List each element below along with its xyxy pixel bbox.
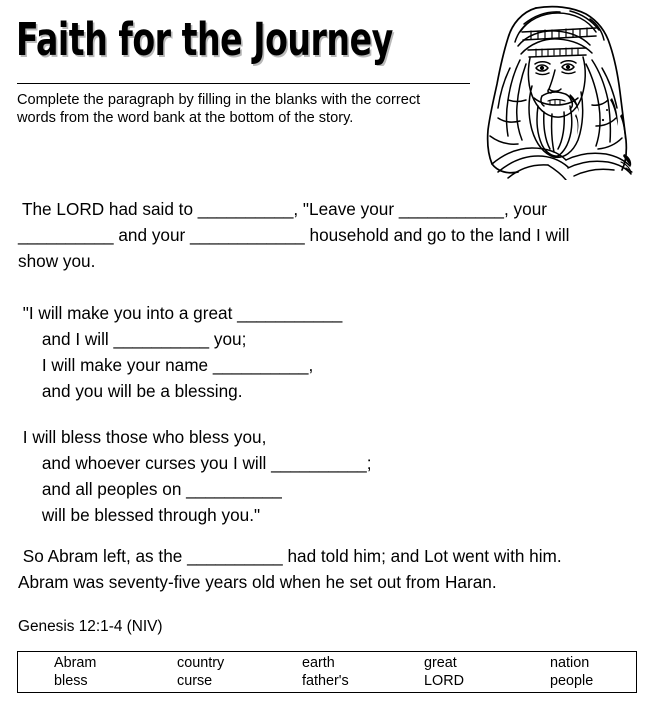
word-bank-word[interactable]: bless [54,673,88,689]
word-bank-word[interactable]: father's [302,673,349,689]
story-line: show you. [18,251,96,271]
instructions-line: words from the word bank at the bottom of the story. [17,109,354,126]
scripture-citation: Genesis 12:1-4 (NIV) [18,618,163,635]
story-line: and I will __________ you; [18,329,247,349]
story-line: So Abram left, as the __________ had told him; and Lot went with him. [18,546,562,566]
story-line: Abram was seventy-five years old when he set out from Haran. [18,572,497,592]
page-title: Faith for the Journey [16,13,393,66]
word-bank-word[interactable]: Abram [54,655,97,671]
story-line: and you will be a blessing. [18,381,243,401]
story-line: I will bless those who bless you, [18,427,267,447]
word-bank-word[interactable]: country [177,655,225,671]
story-line: and whoever curses you I will __________; [18,453,372,473]
word-bank-word[interactable]: curse [177,673,213,689]
word-bank-column [54,654,96,690]
word-bank-box [17,651,637,693]
word-bank-word[interactable]: LORD [424,673,464,689]
word-bank-word[interactable]: earth [302,655,335,671]
stanza-two [18,424,638,528]
story-line: and all peoples on __________ [18,479,282,499]
title-divider [17,83,470,84]
word-bank-column [302,654,349,690]
word-bank-word[interactable]: people [550,673,594,689]
story-line: "I will make you into a great ___________ [18,303,343,323]
paragraph-intro [18,196,638,274]
story-line: will be blessed through you." [18,505,261,525]
word-bank-grid [18,652,636,692]
story-line: __________ and your ____________ household and go to the land I will [18,225,570,245]
word-bank-word[interactable]: nation [550,655,590,671]
paragraph-close [18,543,638,595]
story-line: The LORD had said to __________, "Leave your ___________, your [22,199,547,219]
instructions-line: Complete the paragraph by filling in the blanks with the correct [17,92,421,108]
word-bank-word[interactable]: great [424,655,457,671]
worksheet-header [0,0,646,185]
abram-portrait-illustration [474,2,642,180]
instructions-text [17,92,467,127]
word-bank-column [177,654,224,690]
word-bank-column [424,654,464,690]
story-line: I will make your name __________, [18,355,314,375]
word-bank-column [550,654,593,690]
stanza-one [18,300,638,404]
